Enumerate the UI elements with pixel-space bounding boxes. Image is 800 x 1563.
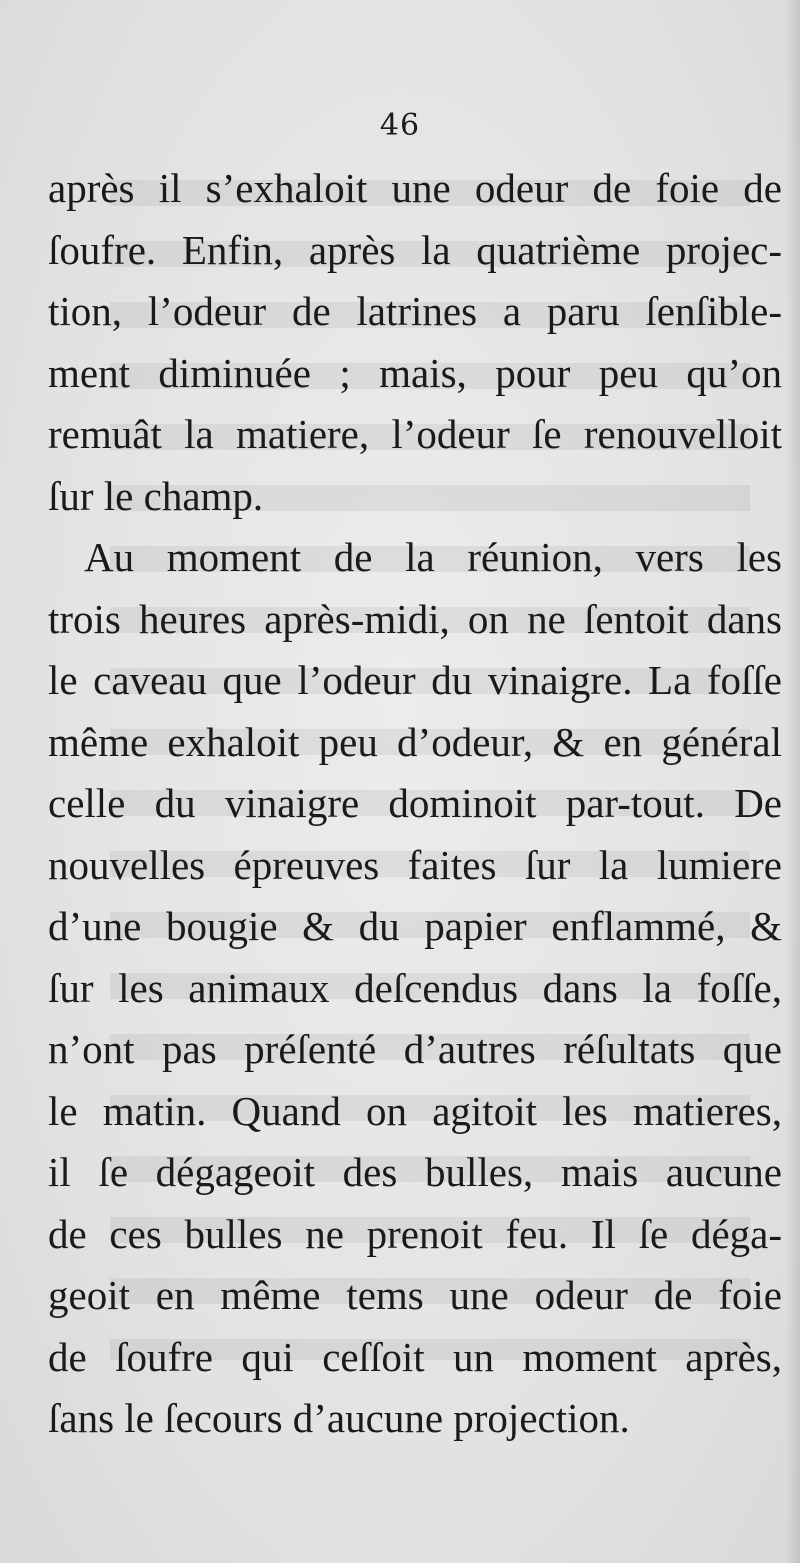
text-line: d’une bougie & du papier enflammé, & <box>48 903 782 949</box>
text-line: nouvelles épreuves faites ſur la lumiere <box>48 841 782 888</box>
text-line: le caveau que l’odeur du vinaigre. La foſſe <box>48 657 782 703</box>
text-line: remuât la matiere, l’odeur ſe renouvelloit <box>48 411 782 457</box>
text-line: celle du vinaigre dominoit par-tout. De <box>48 780 782 826</box>
text-line: ment diminuée ; mais, pour peu qu’on <box>48 349 782 396</box>
text-line: Au moment de la réunion, vers les <box>84 534 782 580</box>
body-text <box>48 158 782 1450</box>
page-number: 46 <box>379 108 421 143</box>
text-line: tion, l’odeur de latrines a paru ſenſible- <box>48 288 782 334</box>
text-line: trois heures après-midi, on ne ſentoit dans <box>48 595 782 642</box>
text-line: ſur les animaux deſcendus dans la foſſe, <box>48 964 782 1011</box>
page-edge-shadow <box>786 0 800 1563</box>
text-line: ſans le ſecours d’aucune projection. <box>48 1395 630 1441</box>
text-line: n’ont pas préſenté d’autres réſultats que <box>48 1026 782 1072</box>
text-line: après il s’exhaloit une odeur de foie de <box>48 165 782 211</box>
text-line: ſoufre. Enfin, après la quatrième projec- <box>48 226 782 273</box>
text-line: même exhaloit peu d’odeur, & en général <box>48 718 782 765</box>
text-line: geoit en même tems une odeur de foie <box>48 1272 782 1318</box>
text-line: le matin. Quand on agitoit les matieres, <box>48 1087 782 1134</box>
text-line: de ſoufre qui ceſſoit un moment après, <box>48 1333 782 1380</box>
text-line: de ces bulles ne prenoit feu. Il ſe déga- <box>48 1210 782 1257</box>
text-line: ſur le champ. <box>48 472 264 519</box>
text-line: il ſe dégageoit des bulles, mais aucune <box>48 1149 782 1195</box>
